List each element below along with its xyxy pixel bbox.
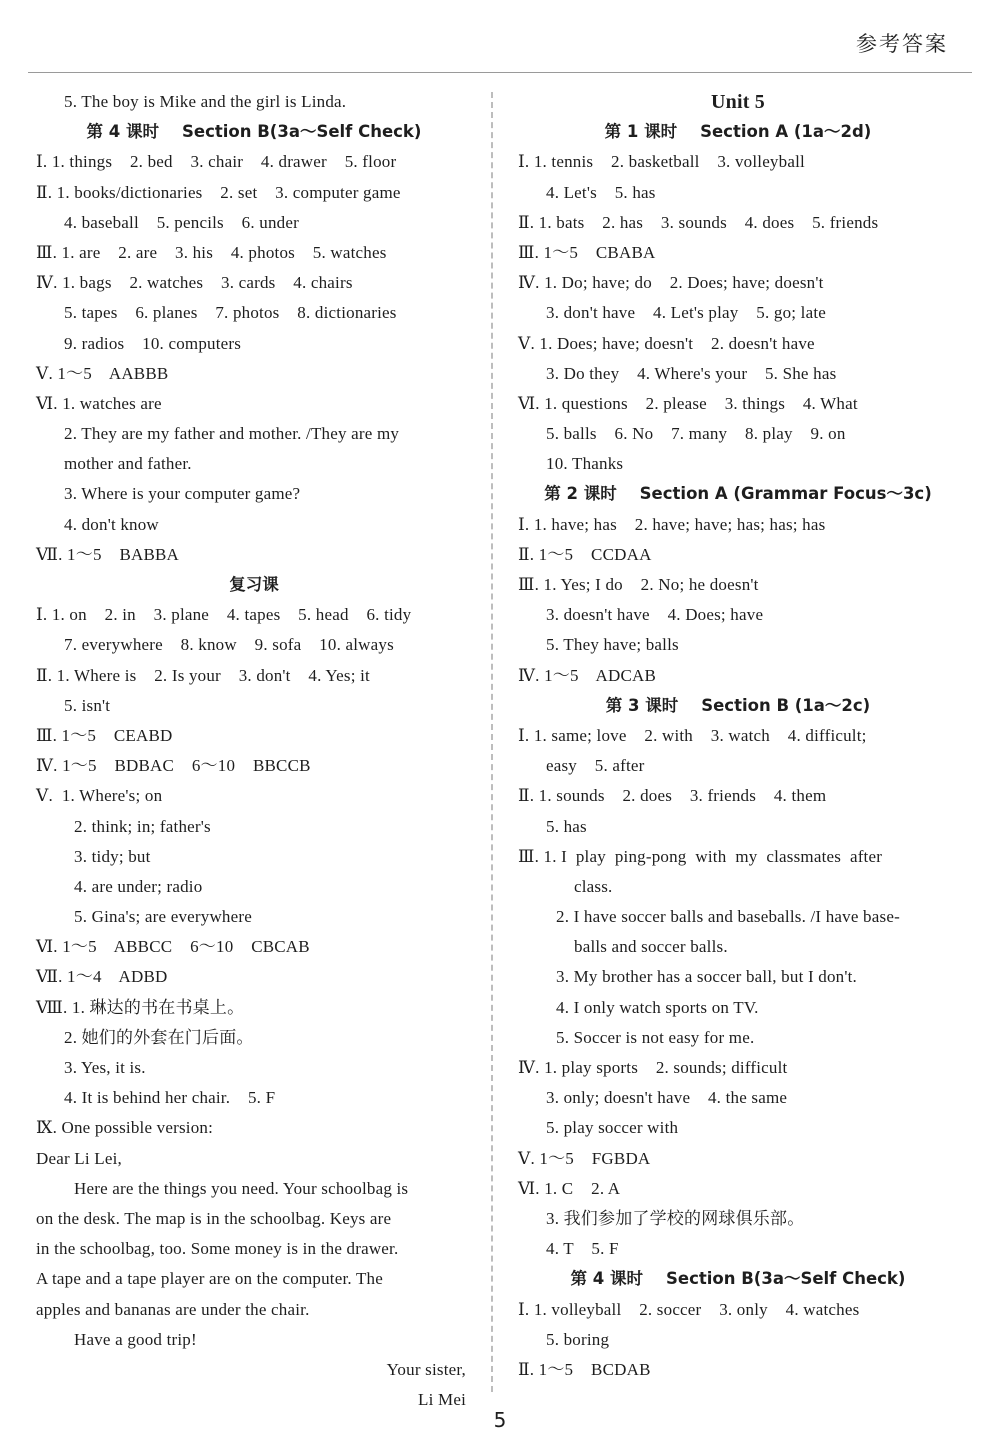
answer-line: Ⅳ. 1～5 BDBAC 6～10 BBCCB [36, 756, 311, 776]
section-heading: 第 4 课时 Section B(3a～Self Check) [570, 1269, 906, 1289]
answer-line: Ⅲ. 1～5 CBABA [518, 242, 656, 262]
page-header-title: 参考答案 [856, 32, 948, 56]
answer-line: 7. everywhere 8. know 9. sofa 10. always [64, 635, 394, 655]
answer-line: Ⅷ. 1. 琳达的书在书桌上。 [36, 997, 245, 1017]
answer-line: Ⅳ. 1～5 ADCAB [518, 665, 657, 685]
answer-line: Ⅶ. 1～4 ADBD [36, 967, 168, 987]
answer-line: class. [574, 876, 613, 896]
answer-line: apples and bananas are under the chair. [36, 1299, 310, 1319]
answer-line: Ⅲ. 1. are 2. are 3. his 4. photos 5. watches [36, 242, 387, 262]
answer-line: 5. The boy is Mike and the girl is Linda. [64, 92, 347, 111]
answer-line: 4. It is behind her chair. 5. F [64, 1088, 276, 1108]
answer-line: Ⅰ. 1. volleyball 2. soccer 3. only 4. watches [518, 1299, 860, 1319]
answer-line: 4. Let's 5. has [546, 182, 656, 202]
page-number: 5 [493, 1408, 507, 1432]
column-divider [491, 92, 493, 1392]
answer-line: 3. 我们参加了学校的网球俱乐部。 [546, 1208, 805, 1228]
answer-line: 4. I only watch sports on TV. [556, 997, 759, 1017]
answer-line: 3. doesn't have 4. Does; have [546, 605, 764, 625]
answer-line: 10. Thanks [546, 454, 624, 474]
answer-line: Ⅵ. 1. questions 2. please 3. things 4. What [518, 393, 858, 413]
answer-line: mother and father. [64, 454, 192, 474]
letter-signature-line: Li Mei [418, 1390, 466, 1410]
answer-line: 5. boring [546, 1329, 610, 1349]
answer-line: Ⅰ. 1. have; has 2. have; have; has; has; has [518, 514, 826, 534]
answer-line: 3. Yes, it is. [64, 1058, 146, 1077]
answer-line: 5. tapes 6. planes 7. photos 8. dictionaries [64, 303, 397, 323]
header-rule [28, 72, 972, 73]
answer-line: Ⅱ. 1. Where is 2. Is your 3. don't 4. Yes; it [36, 665, 370, 685]
answer-line: Ⅰ. 1. same; love 2. with 3. watch 4. difficult; [518, 725, 867, 745]
section-heading: 第 2 课时 Section A (Grammar Focus～3c) [544, 484, 932, 504]
answer-line: 2. I have soccer balls and baseballs. /I have base- [556, 907, 900, 927]
answer-line: Have a good trip! [74, 1329, 197, 1349]
unit-title: Unit 5 [711, 91, 765, 113]
answer-line: 4. baseball 5. pencils 6. under [64, 212, 299, 232]
answer-line: Here are the things you need. Your schoolbag is [74, 1178, 409, 1198]
answer-line: 3. don't have 4. Let's play 5. go; late [546, 303, 826, 323]
section-heading: 第 3 课时 Section B (1a～2c) [605, 695, 871, 715]
answer-line: 2. 她们的外套在门后面。 [64, 1027, 254, 1047]
answer-line: 9. radios 10. computers [64, 333, 242, 353]
answer-line: Ⅰ. 1. tennis 2. basketball 3. volleyball [518, 152, 805, 172]
letter-signature-line: Your sister, [386, 1359, 466, 1379]
answer-line: 2. think; in; father's [74, 816, 211, 836]
answer-line: Ⅵ. 1. watches are [36, 393, 162, 413]
answer-line: 5. balls 6. No 7. many 8. play 9. on [546, 424, 846, 444]
answer-line: easy 5. after [546, 756, 645, 776]
answer-line: balls and soccer balls. [574, 937, 728, 957]
answer-line: Ⅴ. 1～5 FGBDA [518, 1148, 651, 1168]
answer-line: 3. My brother has a soccer ball, but I don't. [556, 967, 857, 987]
answer-line: Ⅳ. 1. Do; have; do 2. Does; have; doesn't [518, 273, 824, 293]
left-column [36, 87, 472, 1415]
answer-line: Ⅶ. 1～5 BABBA [36, 544, 180, 564]
answer-line: Ⅲ. 1. I play ping-pong with my classmates after [518, 846, 883, 866]
answer-line: Ⅱ. 1～5 BCDAB [518, 1359, 651, 1379]
answer-line: 5. play soccer with [546, 1118, 679, 1138]
answer-line: Ⅵ. 1. C 2. A [518, 1178, 621, 1198]
answer-line: 3. Do they 4. Where's your 5. She has [546, 363, 837, 383]
answer-line: Ⅰ. 1. things 2. bed 3. chair 4. drawer 5. floor [36, 152, 397, 172]
section-heading: 复习课 [229, 575, 279, 594]
answer-line: Ⅱ. 1. sounds 2. does 3. friends 4. them [518, 786, 827, 806]
answer-line: 5. has [546, 816, 587, 836]
answer-line: A tape and a tape player are on the computer. The [36, 1269, 383, 1289]
answer-line: 3. only; doesn't have 4. the same [546, 1088, 788, 1108]
answer-line: 5. Gina's; are everywhere [74, 907, 252, 927]
answer-line: 5. isn't [64, 695, 111, 715]
answer-line: Ⅳ. 1. play sports 2. sounds; difficult [518, 1058, 788, 1077]
section-heading: 第 1 课时 Section A (1a～2d) [604, 122, 872, 142]
answer-line: 4. don't know [64, 514, 159, 534]
answer-line: Ⅳ. 1. bags 2. watches 3. cards 4. chairs [36, 273, 353, 293]
answer-line: Ⅴ. 1. Where's; on [36, 786, 163, 806]
answer-line: 4. T 5. F [546, 1239, 619, 1259]
answer-line: 3. Where is your computer game? [64, 484, 301, 504]
answer-line: Ⅵ. 1～5 ABBCC 6～10 CBCAB [36, 937, 310, 957]
answer-line: Ⅱ. 1. bats 2. has 3. sounds 4. does 5. friends [518, 212, 879, 232]
answer-line: Ⅱ. 1. books/dictionaries 2. set 3. computer game [36, 182, 401, 202]
answer-line: Ⅰ. 1. on 2. in 3. plane 4. tapes 5. head 6. tidy [36, 605, 412, 625]
answer-line: Ⅱ. 1～5 CCDAA [518, 544, 652, 564]
section-heading: 第 4 课时 Section B(3a～Self Check) [86, 122, 422, 142]
answer-line: 4. are under; radio [74, 876, 203, 896]
answer-line: 2. They are my father and mother. /They are my [64, 424, 400, 444]
answer-line: Ⅲ. 1. Yes; I do 2. No; he doesn't [518, 575, 759, 594]
answer-line: in the schoolbag, too. Some money is in the drawer. [36, 1239, 399, 1259]
answer-line: on the desk. The map is in the schoolbag. Keys are [36, 1208, 392, 1228]
answer-line: Dear Li Lei, [36, 1148, 122, 1168]
answer-line: 5. They have; balls [546, 635, 679, 655]
right-column [518, 87, 958, 1385]
answer-line: Ⅲ. 1～5 CEABD [36, 725, 173, 745]
answer-line: 3. tidy; but [74, 846, 151, 866]
answer-line: Ⅸ. One possible version: [36, 1118, 214, 1138]
answer-line: 5. Soccer is not easy for me. [556, 1027, 755, 1047]
answer-line: Ⅴ. 1～5 AABBB [36, 363, 169, 383]
answer-line: Ⅴ. 1. Does; have; doesn't 2. doesn't have [518, 333, 815, 353]
